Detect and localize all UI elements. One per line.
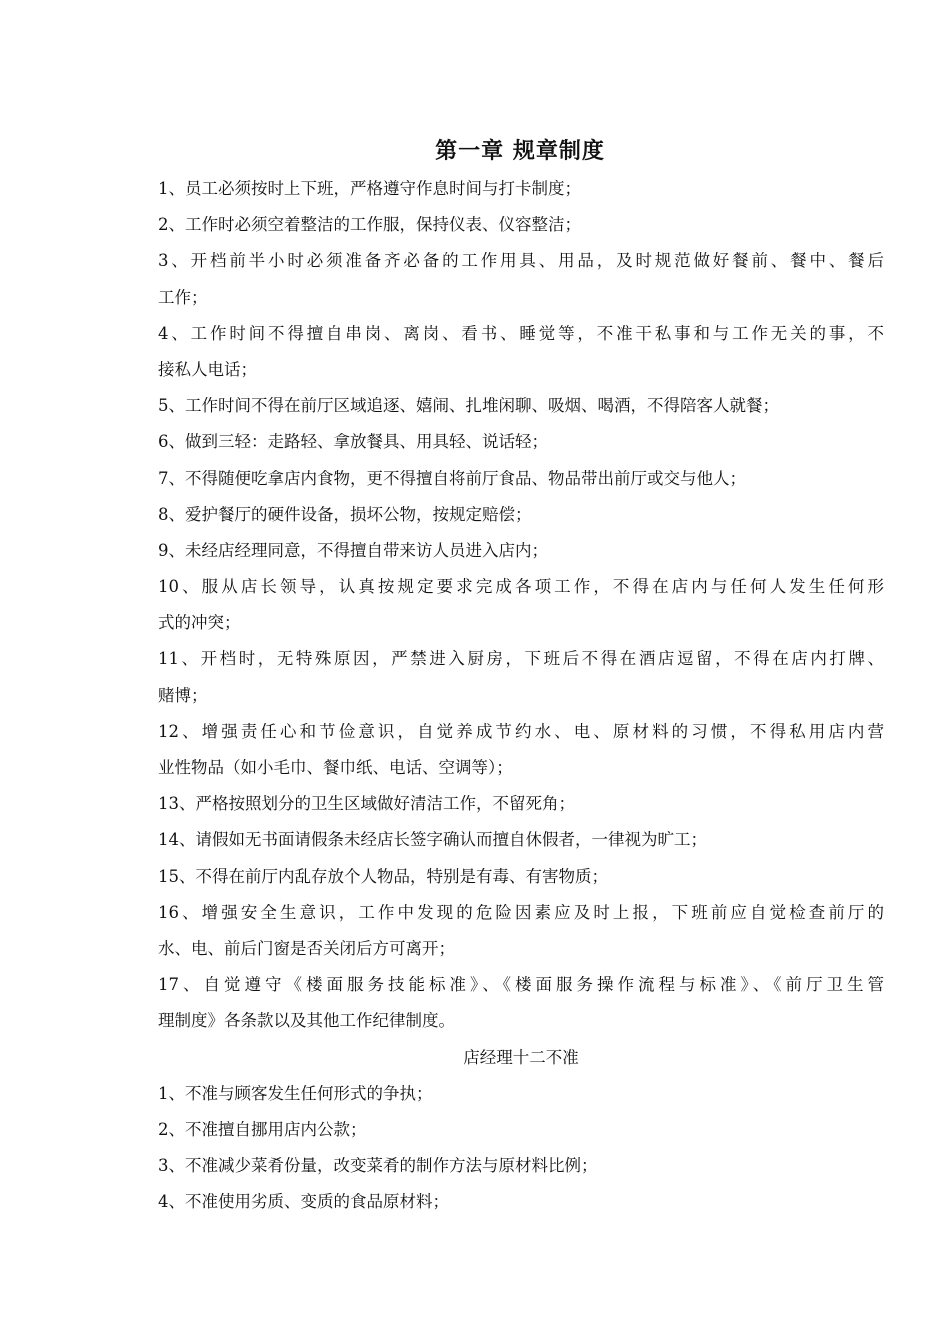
prohibition-item: 3、不准减少菜肴份量，改变菜肴的制作方法与原材料比例； [158, 1156, 598, 1176]
rule-item [158, 569, 884, 641]
rule-item [158, 533, 884, 569]
rule-item [158, 316, 884, 388]
rule-line: 10、服从店长领导，认真按规定要求完成各项工作，不得在店内与任何人发生任何形 [158, 577, 884, 597]
rule-item [158, 497, 884, 533]
rule-line: 业性物品（如小毛巾、餐巾纸、电话、空调等）； [158, 758, 513, 777]
rule-line: 1、员工必须按时上下班，严格遵守作息时间与打卡制度； [158, 179, 581, 198]
prohibition-item: 2、不准擅自挪用店内公款； [158, 1119, 367, 1139]
rule-line: 17、自觉遵守《楼面服务技能标准》、《楼面服务操作流程与标准》、《前厅卫生管 [158, 975, 884, 995]
rule-line: 赌博； [158, 685, 208, 705]
rule-line: 13、严格按照划分的卫生区域做好清洁工作，不留死角； [158, 794, 575, 814]
rule-line: 式的冲突； [158, 613, 241, 633]
rule-item [158, 424, 884, 460]
prohibition-item: 4、不准使用劣质、变质的食品原材料； [158, 1192, 449, 1212]
rule-line: 11、开档时，无特殊原因，严禁进入厨房，下班后不得在酒店逗留，不得在店内打牌、 [158, 649, 884, 669]
rule-item [158, 388, 884, 424]
rule-item [158, 461, 884, 497]
page-title: 第一章 规章制度 [435, 139, 605, 164]
rule-line: 4、工作时间不得擅自串岗、离岗、看书、睡觉等，不准干私事和与工作无关的事，不 [158, 323, 884, 343]
rule-line: 14、请假如无书面请假条未经店长签字确认而擅自休假者，一律视为旷工； [158, 830, 707, 850]
rule-line: 12、增强责任心和节俭意识，自觉养成节约水、电、原材料的习惯，不得私用店内营 [158, 721, 884, 741]
rule-line: 2、工作时必须空着整洁的工作服，保持仪表、仪容整洁； [158, 215, 581, 235]
rule-line: 7、不得随便吃拿店内食物，更不得擅自将前厅食品、物品带出前厅或交与他人； [158, 468, 746, 488]
rule-item [158, 859, 884, 895]
prohibitions-list [158, 1076, 884, 1221]
rules-list [158, 171, 884, 1040]
rule-item [158, 207, 884, 243]
rule-line: 工作； [158, 287, 208, 307]
rule-line: 水、电、前后门窗是否关闭后方可离开； [158, 938, 455, 958]
rule-line: 接私人电话； [158, 359, 257, 379]
rule-item [158, 895, 884, 967]
section-subtitle: 店经理十二不准 [463, 1047, 579, 1067]
rule-item [158, 967, 884, 1039]
rule-item [158, 786, 884, 822]
rule-line: 5、工作时间不得在前厅区域追逐、嬉闹、扎堆闲聊、吸烟、喝酒，不得陪客人就餐； [158, 396, 779, 416]
rule-item [158, 641, 884, 713]
rule-line: 8、爱护餐厅的硬件设备，损坏公物，按规定赔偿； [158, 504, 532, 524]
document-body [158, 171, 884, 1220]
rule-line: 16、增强安全生意识，工作中发现的危险因素应及时上报，下班前应自觉检查前厅的 [158, 902, 884, 922]
rule-line: 理制度》各条款以及其他工作纪律制度。 [158, 1011, 455, 1031]
rule-item [158, 714, 884, 786]
rule-line: 3、开档前半小时必须准备齐必备的工作用具、用品，及时规范做好餐前、餐中、餐后 [158, 251, 884, 271]
rule-item [158, 171, 884, 207]
rule-line: 6、做到三轻：走路轻、拿放餐具、用具轻、说话轻； [158, 432, 548, 452]
rule-line: 9、未经店经理同意，不得擅自带来访人员进入店内； [158, 540, 548, 560]
rule-item [158, 822, 884, 858]
rule-item [158, 243, 884, 315]
prohibition-item: 1、不准与顾客发生任何形式的争执； [158, 1083, 433, 1103]
rule-line: 15、不得在前厅内乱存放个人物品，特别是有毒、有害物质； [158, 866, 608, 886]
